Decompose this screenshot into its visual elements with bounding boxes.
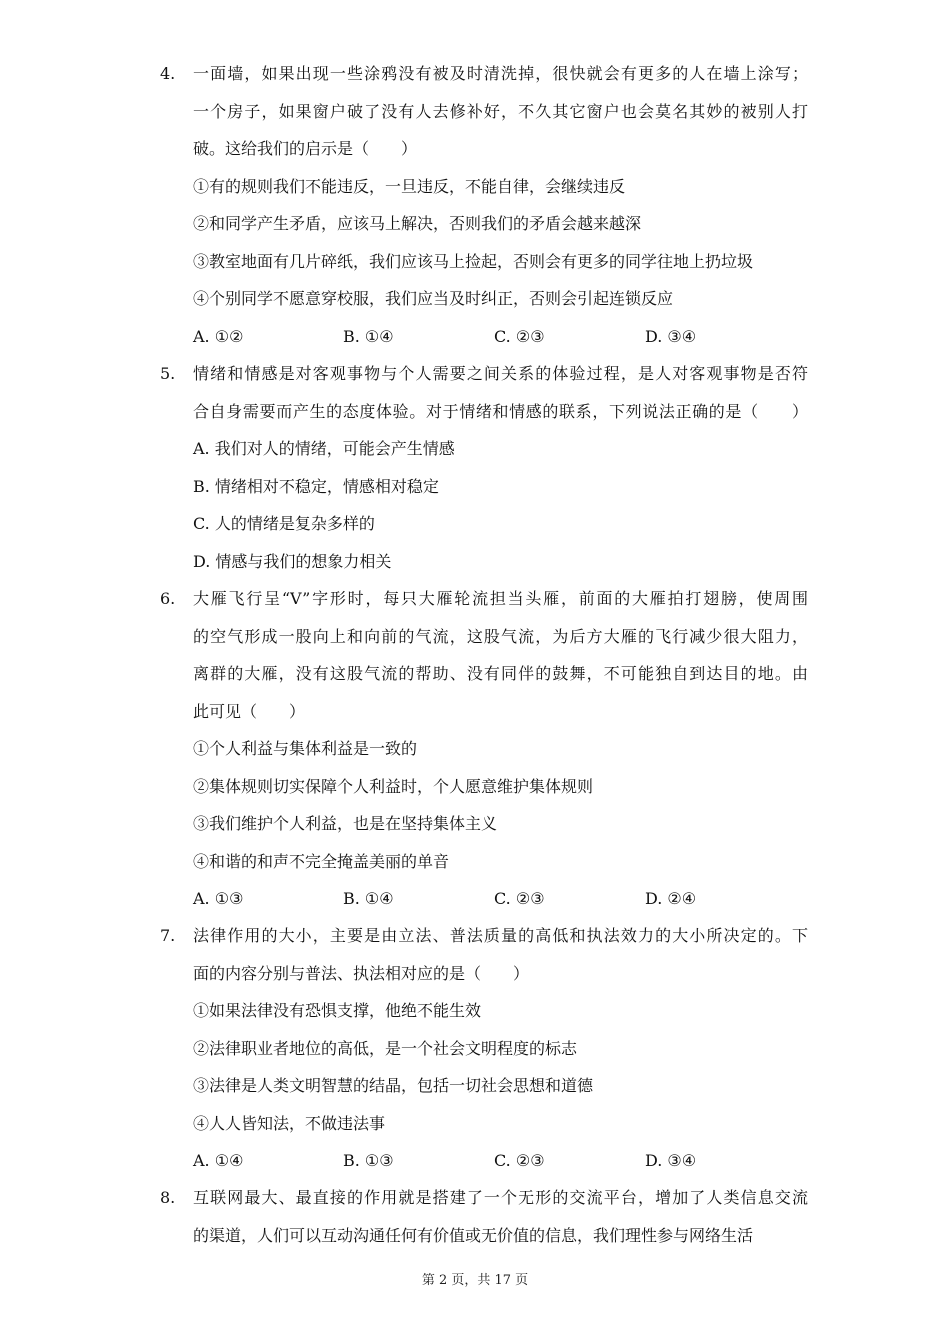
choice-d: D. ③④ [645,1151,697,1170]
choice-b: B. ①④ [343,889,394,908]
question-text-line: 面的内容分别与普法、执法相对应的是（ ） [193,963,530,983]
choice-d: D. 情感与我们的想象力相关 [193,551,392,571]
question-text-line: 大雁飞行呈“V”字形时，每只大雁轮流担当头雁，前面的大雁拍打翅膀，使周围 [193,589,808,608]
question-text-line: 破。这给我们的启示是（ ） [193,139,418,158]
statement-item: ④人人皆知法，不做违法事 [193,1113,386,1133]
question-number: 5. [160,364,176,383]
choice-a: A. ①③ [193,889,244,908]
choice-b: B. 情绪相对不稳定，情感相对稳定 [193,476,439,496]
statement-item: ③我们维护个人利益，也是在坚持集体主义 [193,814,498,833]
statement-item: ②和同学产生矛盾，应该马上解决，否则我们的矛盾会越来越深 [193,214,642,233]
choice-b: B. ①③ [343,1151,394,1170]
question-text-line: 合自身需要而产生的态度体验。对于情绪和情感的联系，下列说法正确的是（ ） [193,401,808,421]
question-number: 4. [160,64,176,83]
choice-a: A. ①② [193,326,244,346]
choice-c: C. ②③ [494,326,545,346]
choice-c: C. ②③ [494,1151,545,1170]
statement-item: ③法律是人类文明智慧的结晶，包括一切社会思想和道德 [193,1076,594,1095]
question-text-line: 离群的大雁，没有这股气流的帮助、没有同伴的鼓舞，不可能独自到达目的地。由 [193,664,808,683]
question-text-line: 互联网最大、最直接的作用就是搭建了一个无形的交流平台，增加了人类信息交流 [193,1188,808,1207]
answer-choices [193,880,808,918]
statement-item: ③教室地面有几片碎纸，我们应该马上捡起，否则会有更多的同学往地上扔垃圾 [193,251,754,271]
question-text-line: 情绪和情感是对客观事物与个人需要之间关系的体验过程，是人对客观事物是否符 [193,364,808,383]
choice-d: D. ③④ [645,326,697,346]
choice-a: A. ①④ [193,1151,244,1170]
question-text-line: 的渠道，人们可以互动沟通任何有价值或无价值的信息，我们理性参与网络生活 [193,1225,754,1245]
answer-choices [193,318,808,356]
question-text-line: 一面墙，如果出现一些涂鸦没有被及时清洗掉，很快就会有更多的人在墙上涂写； [193,64,808,83]
choice-b: B. ①④ [343,326,394,346]
statement-item: ②法律职业者地位的高低，是一个社会文明程度的标志 [193,1038,578,1058]
question-number: 8. [160,1188,176,1207]
statement-item: ①有的规则我们不能违反，一旦违反，不能自律，会继续违反 [193,176,626,196]
question-number: 6. [160,589,176,608]
question-text-line: 的空气形成一股向上和向前的气流，这股气流，为后方大雁的飞行减少很大阻力， [193,626,808,646]
choice-d: D. ②④ [645,889,697,908]
question-text-line: 法律作用的大小，主要是由立法、普法质量的高低和执法效力的大小所决定的。下 [193,926,808,945]
statement-item: ④和谐的和声不完全掩盖美丽的单音 [193,851,450,871]
choice-c: C. 人的情绪是复杂多样的 [193,514,375,533]
choice-c: C. ②③ [494,889,545,908]
statement-item: ④个别同学不愿意穿校服，我们应当及时纠正，否则会引起连锁反应 [193,289,674,308]
choice-a: A. 我们对人的情绪，可能会产生情感 [193,439,455,458]
statement-item: ②集体规则切实保障个人利益时，个人愿意维护集体规则 [193,776,594,796]
question-text-line: 此可见（ ） [193,701,306,721]
question-number: 7. [160,926,176,945]
statement-item: ①如果法律没有恐惧支撑，他绝不能生效 [193,1001,482,1020]
question-text-line: 一个房子，如果窗户破了没有人去修补好，不久其它窗户也会莫名其妙的被别人打 [193,101,808,121]
answer-choices [193,1142,808,1180]
statement-item: ①个人利益与集体利益是一致的 [193,739,418,758]
page-footer: 第 2 页，共 17 页 [421,1273,529,1288]
